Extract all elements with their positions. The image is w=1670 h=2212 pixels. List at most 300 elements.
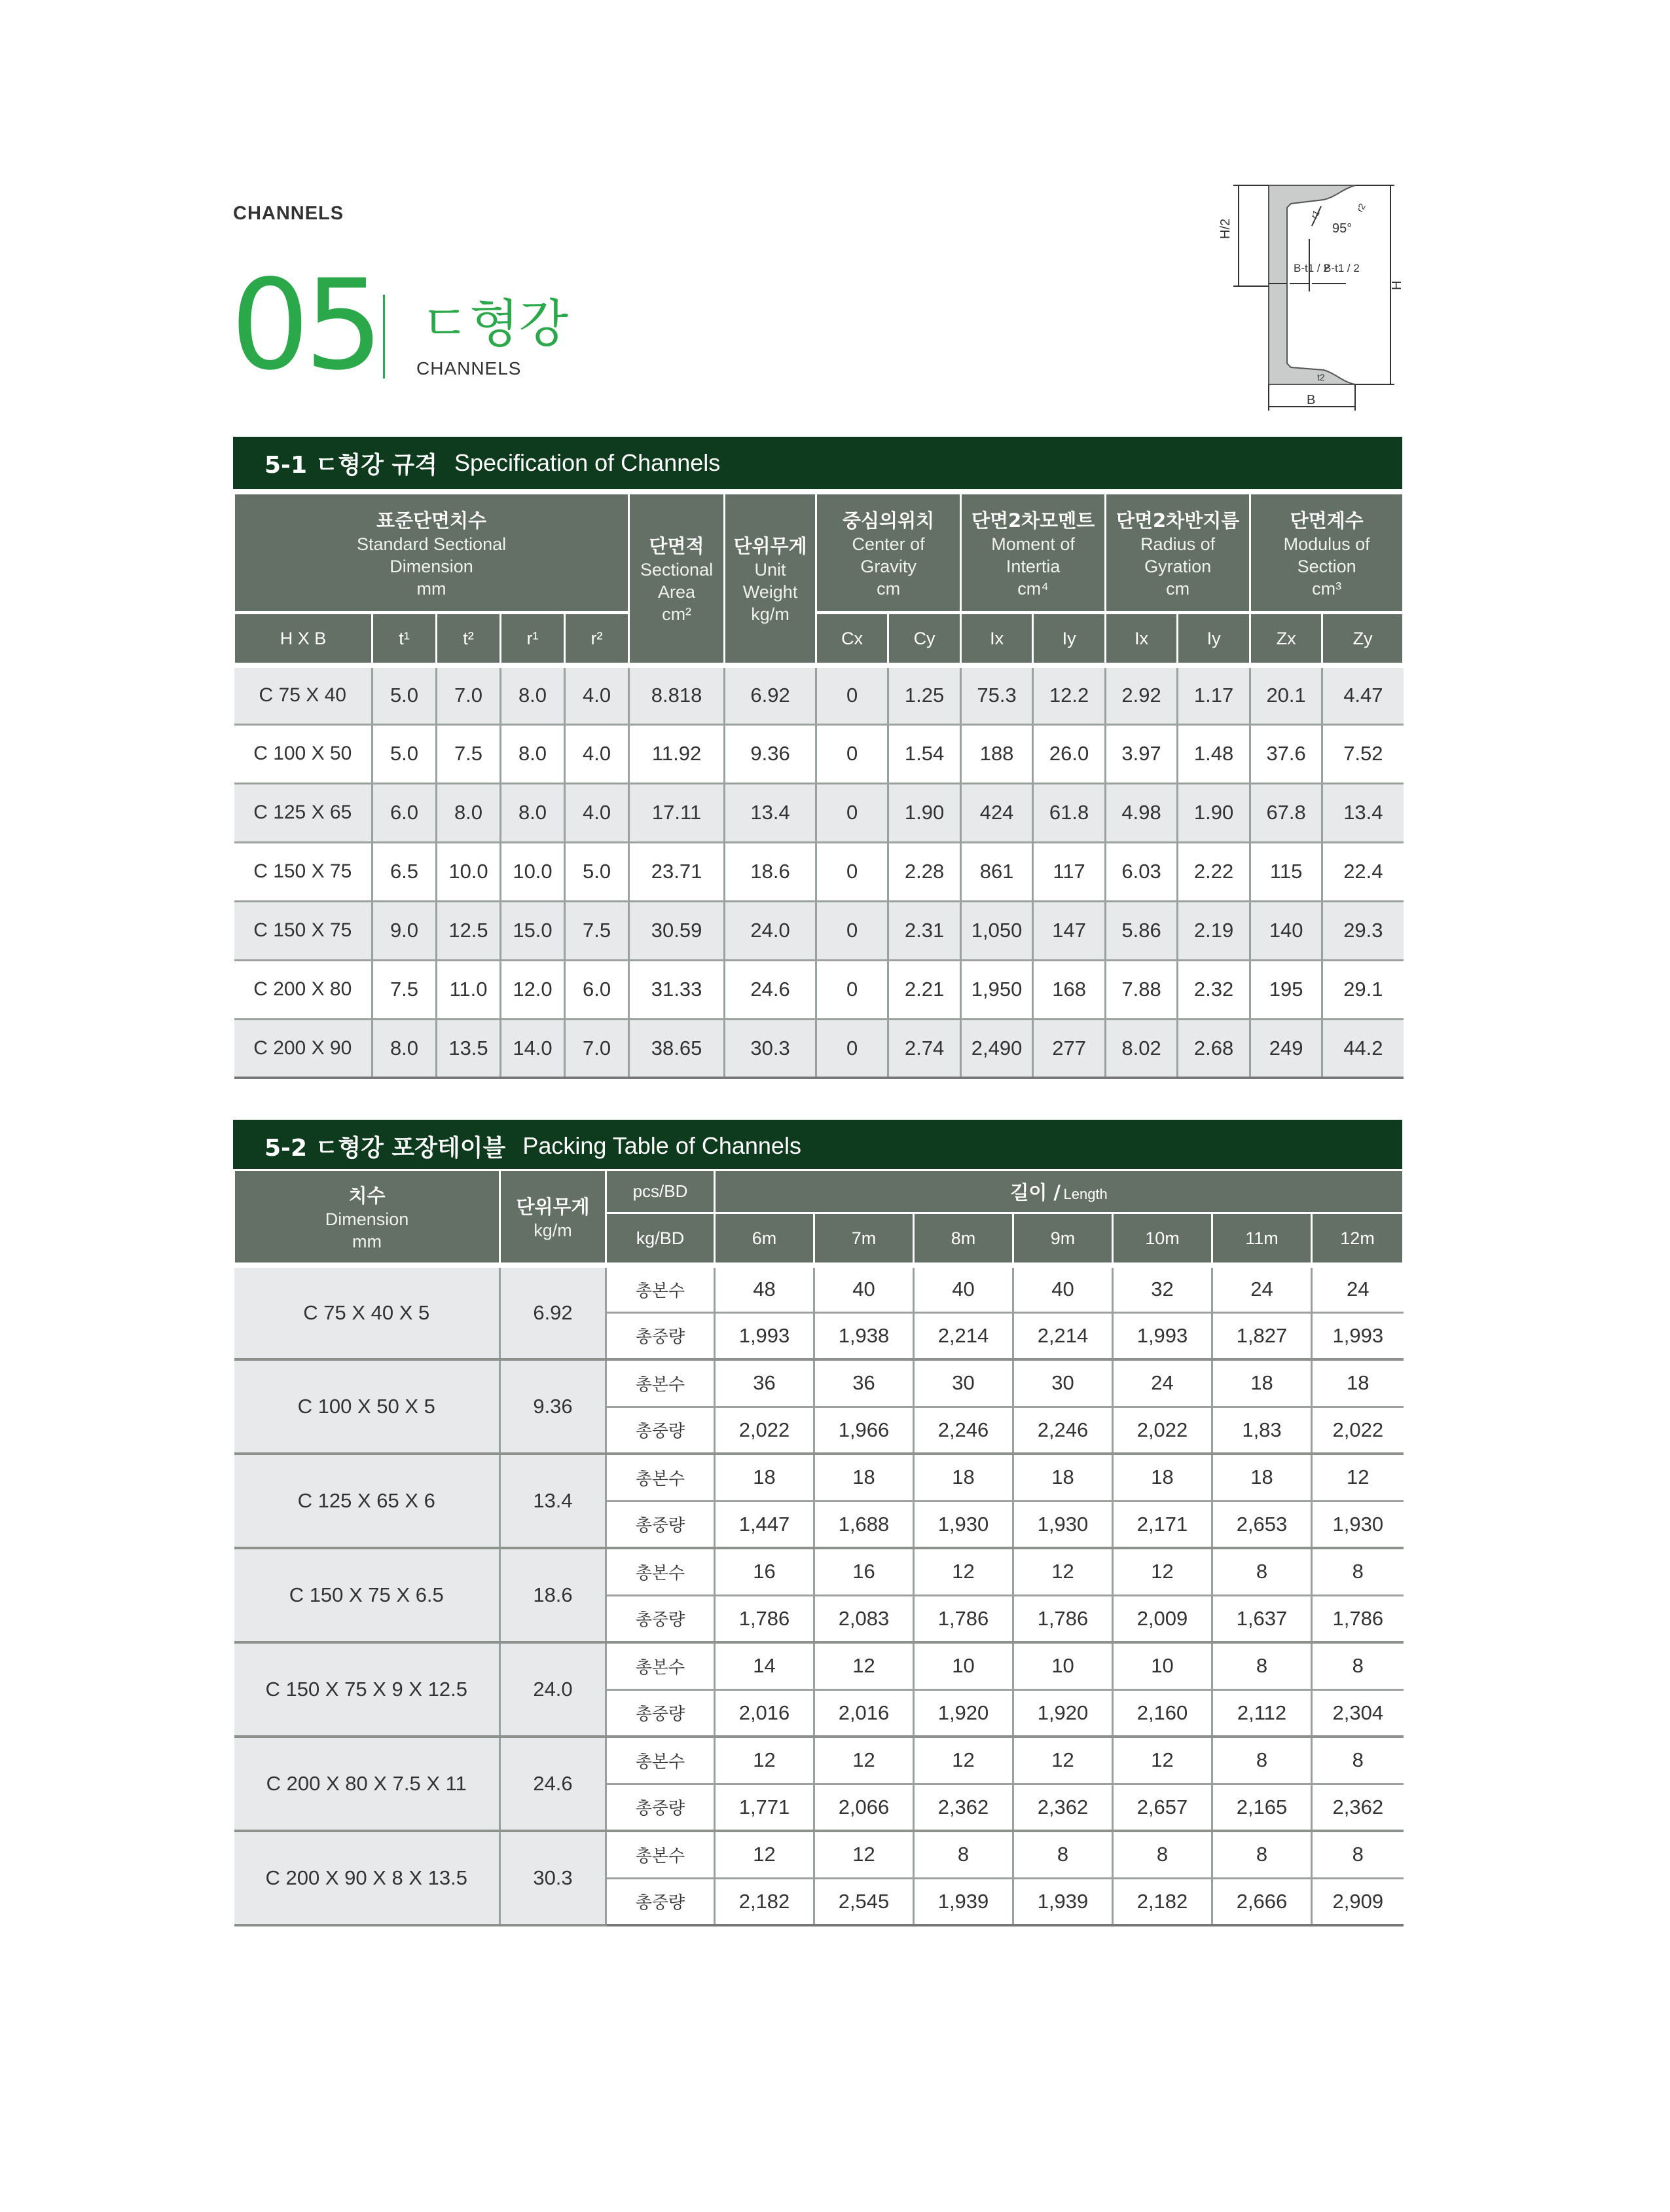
spec-header-weight: 단위무게 Unit Weight kg/m: [725, 494, 816, 666]
r2-label: r2: [1354, 201, 1368, 214]
spec-cell: 0: [816, 665, 888, 724]
pack-dimension: C 125 X 65 X 6: [234, 1454, 500, 1548]
pack-count-cell: 16: [715, 1548, 814, 1595]
spec-cell: C 150 X 75: [234, 842, 372, 901]
spec-cell: C 75 X 40: [234, 665, 372, 724]
pack-total-cell: 2,657: [1113, 1784, 1212, 1831]
pack-unit-weight: 18.6: [500, 1548, 606, 1642]
pack-total-cell: 2,016: [814, 1689, 914, 1737]
pack-length-col: 10m: [1113, 1213, 1212, 1266]
pack-length-col: 6m: [715, 1213, 814, 1266]
pack-total-cell: 2,246: [1013, 1407, 1113, 1454]
pack-count-cell: 8: [1312, 1548, 1404, 1595]
pack-unit-weight: 24.0: [500, 1642, 606, 1737]
spec-cell: 6.5: [372, 842, 437, 901]
bt1-label-right: B-t1 / 2: [1324, 262, 1360, 274]
spec-cell: 18.6: [725, 842, 816, 901]
pack-total-cell: 1,827: [1212, 1312, 1312, 1359]
pack-label-total: 총중량: [606, 1689, 715, 1737]
pack-count-cell: 48: [715, 1265, 814, 1312]
pack-length-col: 9m: [1013, 1213, 1113, 1266]
pack-unit-weight: 13.4: [500, 1454, 606, 1548]
pack-count-cell: 18: [1113, 1454, 1212, 1501]
spec-cell: 4.0: [565, 783, 629, 842]
spec-cell: 0: [816, 1019, 888, 1078]
pack-count-cell: 10: [1013, 1642, 1113, 1689]
pack-total-cell: 2,182: [715, 1878, 814, 1925]
pack-length-col: 11m: [1212, 1213, 1312, 1266]
pack-count-cell: 8: [1312, 1642, 1404, 1689]
spec-cell: 6.0: [565, 960, 629, 1019]
spec-cell: 15.0: [501, 901, 565, 960]
pack-row-count: [234, 1359, 1404, 1407]
pack-total-cell: 1,938: [814, 1312, 914, 1359]
spec-row: [234, 1019, 1404, 1078]
spec-subheader: r²: [565, 613, 629, 666]
pack-dimension: C 200 X 80 X 7.5 X 11: [234, 1737, 500, 1831]
chapter-number: 05: [230, 253, 378, 397]
pack-label-total: 총중량: [606, 1878, 715, 1925]
pack-dimension: C 75 X 40 X 5: [234, 1265, 500, 1359]
spec-section-number: 5-1 ㄷ형강 규격: [264, 451, 437, 479]
pack-label-count: 총본수: [606, 1737, 715, 1784]
spec-cell: 29.3: [1322, 901, 1404, 960]
spec-subheader: Ix: [1106, 613, 1178, 666]
spec-cell: 67.8: [1250, 783, 1322, 842]
spec-section-title: Specification of Channels: [454, 449, 721, 476]
spec-cell: 424: [961, 783, 1033, 842]
spec-cell: 4.98: [1106, 783, 1178, 842]
pack-total-cell: 1,993: [715, 1312, 814, 1359]
spec-cell: C 125 X 65: [234, 783, 372, 842]
spec-cell: C 200 X 80: [234, 960, 372, 1019]
spec-cell: 1.17: [1178, 665, 1250, 724]
pack-header-length: 길이 / Length: [715, 1170, 1404, 1213]
pack-row-count: [234, 1548, 1404, 1595]
pack-count-cell: 40: [914, 1265, 1013, 1312]
pack-header-weight: 단위무게 kg/m: [500, 1170, 606, 1266]
spec-cell: 26.0: [1033, 724, 1106, 783]
spec-cell: 1.54: [888, 724, 961, 783]
spec-cell: 5.86: [1106, 901, 1178, 960]
pack-count-cell: 18: [814, 1454, 914, 1501]
spec-cell: 13.4: [1322, 783, 1404, 842]
pack-total-cell: 2,022: [1312, 1407, 1404, 1454]
pack-total-cell: 2,304: [1312, 1689, 1404, 1737]
spec-subheader: Iy: [1178, 613, 1250, 666]
spec-cell: 12.5: [437, 901, 501, 960]
spec-cell: 4.47: [1322, 665, 1404, 724]
spec-cell: C 200 X 90: [234, 1019, 372, 1078]
pack-count-cell: 40: [1013, 1265, 1113, 1312]
pack-count-cell: 16: [814, 1548, 914, 1595]
pack-count-cell: 8: [1212, 1737, 1312, 1784]
spec-cell: 24.0: [725, 901, 816, 960]
spec-cell: 14.0: [501, 1019, 565, 1078]
spec-cell: 10.0: [501, 842, 565, 901]
pack-header-kgbd: kg/BD: [606, 1213, 715, 1266]
pack-total-cell: 2,171: [1113, 1501, 1212, 1548]
pack-label-total: 총중량: [606, 1501, 715, 1548]
spec-cell: 1.25: [888, 665, 961, 724]
spec-subheader: Zx: [1250, 613, 1322, 666]
spec-cell: 7.5: [565, 901, 629, 960]
spec-cell: 0: [816, 724, 888, 783]
spec-cell: 61.8: [1033, 783, 1106, 842]
spec-row: [234, 724, 1404, 783]
pack-total-cell: 2,666: [1212, 1878, 1312, 1925]
pack-label-total: 총중량: [606, 1595, 715, 1642]
spec-cell: 140: [1250, 901, 1322, 960]
spec-cell: 2.22: [1178, 842, 1250, 901]
spec-cell: 11.92: [629, 724, 725, 783]
pack-count-cell: 18: [715, 1454, 814, 1501]
angle-label: 95°: [1332, 221, 1352, 236]
spec-cell: 8.818: [629, 665, 725, 724]
pack-count-cell: 18: [1013, 1454, 1113, 1501]
h-label: H: [1390, 280, 1404, 290]
pack-header-pcs: pcs/BD: [606, 1170, 715, 1213]
pack-total-cell: 2,066: [814, 1784, 914, 1831]
spec-cell: 2,490: [961, 1019, 1033, 1078]
pack-dimension: C 200 X 90 X 8 X 13.5: [234, 1831, 500, 1925]
spec-cell: 22.4: [1322, 842, 1404, 901]
pack-total-cell: 2,246: [914, 1407, 1013, 1454]
pack-total-cell: 1,786: [1312, 1595, 1404, 1642]
pack-total-cell: 2,112: [1212, 1689, 1312, 1737]
spec-cell: 75.3: [961, 665, 1033, 724]
pack-count-cell: 8: [1312, 1737, 1404, 1784]
pack-count-cell: 12: [914, 1737, 1013, 1784]
pack-table: [233, 1169, 1404, 1926]
pack-count-cell: 10: [914, 1642, 1013, 1689]
spec-cell: 8.02: [1106, 1019, 1178, 1078]
spec-subheader: Ix: [961, 613, 1033, 666]
pack-count-cell: 40: [814, 1265, 914, 1312]
divider: [383, 295, 385, 378]
pack-count-cell: 24: [1212, 1265, 1312, 1312]
spec-subheader: r¹: [501, 613, 565, 666]
spec-cell: 0: [816, 783, 888, 842]
pack-section-bar: [233, 1120, 1402, 1172]
spec-subheader: t¹: [372, 613, 437, 666]
pack-total-cell: 2,160: [1113, 1689, 1212, 1737]
pack-count-cell: 18: [1212, 1359, 1312, 1407]
spec-cell: 6.03: [1106, 842, 1178, 901]
spec-cell: 23.71: [629, 842, 725, 901]
pack-row-count: [234, 1737, 1404, 1784]
pack-count-cell: 12: [1113, 1737, 1212, 1784]
pack-count-cell: 36: [715, 1359, 814, 1407]
spec-header-modulus: 단면계수 Modulus of Section cm³: [1250, 494, 1404, 613]
pack-total-cell: 2,022: [715, 1407, 814, 1454]
spec-cell: 861: [961, 842, 1033, 901]
pack-count-cell: 14: [715, 1642, 814, 1689]
spec-cell: 2.92: [1106, 665, 1178, 724]
pack-total-cell: 1,930: [1013, 1501, 1113, 1548]
spec-row: [234, 842, 1404, 901]
spec-header-dimension: 표준단면치수 Standard Sectional Dimension mm: [234, 494, 629, 613]
pack-total-cell: 1,920: [1013, 1689, 1113, 1737]
pack-count-cell: 12: [814, 1831, 914, 1878]
pack-count-cell: 18: [1212, 1454, 1312, 1501]
spec-cell: 37.6: [1250, 724, 1322, 783]
spec-cell: 8.0: [372, 1019, 437, 1078]
pack-count-cell: 12: [1013, 1548, 1113, 1595]
spec-table: [233, 492, 1404, 1079]
pack-total-cell: 2,362: [1013, 1784, 1113, 1831]
pack-section-number: 5-2 ㄷ형강 포장테이블: [264, 1134, 506, 1162]
spec-row: [234, 960, 1404, 1019]
spec-cell: 9.0: [372, 901, 437, 960]
pack-unit-weight: 24.6: [500, 1737, 606, 1831]
pack-count-cell: 24: [1312, 1265, 1404, 1312]
spec-cell: 7.5: [372, 960, 437, 1019]
pack-count-cell: 12: [814, 1642, 914, 1689]
spec-header-moment: 단면2차모멘트 Moment of Intertia cm⁴: [961, 494, 1106, 613]
spec-cell: 7.5: [437, 724, 501, 783]
spec-cell: 2.21: [888, 960, 961, 1019]
spec-cell: 115: [1250, 842, 1322, 901]
pack-total-cell: 2,909: [1312, 1878, 1404, 1925]
spec-row: [234, 783, 1404, 842]
spec-cell: C 150 X 75: [234, 901, 372, 960]
pack-header-dimension: 치수 Dimension mm: [234, 1170, 500, 1266]
pack-unit-weight: 6.92: [500, 1265, 606, 1359]
pack-total-cell: 2,362: [914, 1784, 1013, 1831]
spec-cell: C 100 X 50: [234, 724, 372, 783]
pack-total-cell: 2,165: [1212, 1784, 1312, 1831]
pack-count-cell: 30: [1013, 1359, 1113, 1407]
spec-cell: 1.90: [888, 783, 961, 842]
spec-cell: 8.0: [501, 665, 565, 724]
spec-cell: 4.0: [565, 724, 629, 783]
r1-label: r1: [1308, 208, 1322, 221]
pack-length-col: 7m: [814, 1213, 914, 1266]
pack-count-cell: 8: [1212, 1642, 1312, 1689]
pack-total-cell: 1,786: [1013, 1595, 1113, 1642]
h2-label: H/2: [1218, 218, 1233, 239]
pack-total-cell: 1,966: [814, 1407, 914, 1454]
pack-count-cell: 12: [914, 1548, 1013, 1595]
spec-cell: 2.31: [888, 901, 961, 960]
pack-count-cell: 8: [1212, 1548, 1312, 1595]
pack-total-cell: 1,920: [914, 1689, 1013, 1737]
t2-label: t2: [1317, 372, 1325, 382]
pack-total-cell: 1,83: [1212, 1407, 1312, 1454]
spec-cell: 0: [816, 960, 888, 1019]
spec-cell: 13.4: [725, 783, 816, 842]
spec-cell: 2.28: [888, 842, 961, 901]
pack-label-count: 총본수: [606, 1454, 715, 1501]
pack-total-cell: 1,993: [1312, 1312, 1404, 1359]
spec-cell: 5.0: [372, 665, 437, 724]
pack-total-cell: 1,939: [1013, 1878, 1113, 1925]
pack-count-cell: 36: [814, 1359, 914, 1407]
pack-total-cell: 2,083: [814, 1595, 914, 1642]
spec-cell: 117: [1033, 842, 1106, 901]
spec-cell: 277: [1033, 1019, 1106, 1078]
spec-cell: 249: [1250, 1019, 1322, 1078]
pack-count-cell: 12: [715, 1831, 814, 1878]
spec-section-bar: [233, 437, 1402, 489]
spec-cell: 8.0: [437, 783, 501, 842]
pack-row-count: [234, 1265, 1404, 1312]
pack-row-count: [234, 1642, 1404, 1689]
spec-subheader: Cx: [816, 613, 888, 666]
pack-total-cell: 2,545: [814, 1878, 914, 1925]
pack-total-cell: 1,447: [715, 1501, 814, 1548]
spec-cell: 2.68: [1178, 1019, 1250, 1078]
spec-cell: 1.48: [1178, 724, 1250, 783]
spec-cell: 8.0: [501, 724, 565, 783]
spec-subheader: Cy: [888, 613, 961, 666]
pack-total-cell: 2,653: [1212, 1501, 1312, 1548]
pack-total-cell: 1,786: [914, 1595, 1013, 1642]
spec-cell: 4.0: [565, 665, 629, 724]
pack-count-cell: 8: [1113, 1831, 1212, 1878]
spec-cell: 29.1: [1322, 960, 1404, 1019]
pack-count-cell: 12: [814, 1737, 914, 1784]
page-subtitle: CHANNELS: [416, 358, 522, 378]
pack-total-cell: 2,362: [1312, 1784, 1404, 1831]
pack-length-col: 8m: [914, 1213, 1013, 1266]
spec-cell: 2.74: [888, 1019, 961, 1078]
spec-cell: 38.65: [629, 1019, 725, 1078]
spec-header-gyration: 단면2차반지름 Radius of Gyration cm: [1106, 494, 1250, 613]
b-label: B: [1307, 393, 1316, 407]
pack-total-cell: 1,993: [1113, 1312, 1212, 1359]
spec-cell: 8.0: [501, 783, 565, 842]
spec-cell: 6.92: [725, 665, 816, 724]
channel-section-diagram: [1205, 174, 1421, 416]
pack-label-count: 총본수: [606, 1265, 715, 1312]
spec-subheader: Iy: [1033, 613, 1106, 666]
spec-cell: 7.0: [565, 1019, 629, 1078]
pack-row-count: [234, 1831, 1404, 1878]
pack-count-cell: 8: [1013, 1831, 1113, 1878]
pack-count-cell: 18: [1312, 1359, 1404, 1407]
pack-total-cell: 2,016: [715, 1689, 814, 1737]
pack-count-cell: 8: [914, 1831, 1013, 1878]
spec-subheader: Zy: [1322, 613, 1404, 666]
pack-total-cell: 2,022: [1113, 1407, 1212, 1454]
spec-cell: 6.0: [372, 783, 437, 842]
category-label: CHANNELS: [233, 203, 344, 224]
pack-label-count: 총본수: [606, 1359, 715, 1407]
pack-dimension: C 150 X 75 X 6.5: [234, 1548, 500, 1642]
spec-row: [234, 901, 1404, 960]
spec-cell: 12.2: [1033, 665, 1106, 724]
spec-cell: 1,950: [961, 960, 1033, 1019]
spec-cell: 2.32: [1178, 960, 1250, 1019]
pack-section-title: Packing Table of Channels: [522, 1132, 801, 1159]
pack-unit-weight: 9.36: [500, 1359, 606, 1454]
pack-count-cell: 8: [1312, 1831, 1404, 1878]
spec-cell: 7.52: [1322, 724, 1404, 783]
spec-row: [234, 665, 1404, 724]
pack-total-cell: 1,688: [814, 1501, 914, 1548]
pack-count-cell: 32: [1113, 1265, 1212, 1312]
spec-cell: 2.19: [1178, 901, 1250, 960]
spec-cell: 20.1: [1250, 665, 1322, 724]
page-title: ㄷ형강: [420, 295, 569, 354]
pack-row-count: [234, 1454, 1404, 1501]
spec-cell: 5.0: [372, 724, 437, 783]
pack-length-col: 12m: [1312, 1213, 1404, 1266]
pack-count-cell: 8: [1212, 1831, 1312, 1878]
spec-cell: 1.90: [1178, 783, 1250, 842]
spec-cell: 31.33: [629, 960, 725, 1019]
spec-cell: 44.2: [1322, 1019, 1404, 1078]
spec-cell: 168: [1033, 960, 1106, 1019]
pack-total-cell: 1,930: [1312, 1501, 1404, 1548]
pack-count-cell: 12: [1013, 1737, 1113, 1784]
spec-cell: 0: [816, 842, 888, 901]
spec-cell: 195: [1250, 960, 1322, 1019]
spec-header-area: 단면적 Sectional Area cm²: [629, 494, 725, 666]
spec-cell: 3.97: [1106, 724, 1178, 783]
pack-total-cell: 1,786: [715, 1595, 814, 1642]
bt1-label-left: B-t1 / 2: [1294, 262, 1330, 274]
spec-cell: 30.59: [629, 901, 725, 960]
spec-subheader: H X B: [234, 613, 372, 666]
spec-cell: 10.0: [437, 842, 501, 901]
spec-cell: 30.3: [725, 1019, 816, 1078]
pack-count-cell: 12: [1312, 1454, 1404, 1501]
spec-cell: 17.11: [629, 783, 725, 842]
pack-count-cell: 18: [914, 1454, 1013, 1501]
pack-total-cell: 1,637: [1212, 1595, 1312, 1642]
pack-unit-weight: 30.3: [500, 1831, 606, 1925]
spec-cell: 1,050: [961, 901, 1033, 960]
pack-total-cell: 2,009: [1113, 1595, 1212, 1642]
spec-cell: 24.6: [725, 960, 816, 1019]
pack-label-total: 총중량: [606, 1784, 715, 1831]
pack-total-cell: 1,771: [715, 1784, 814, 1831]
pack-total-cell: 1,930: [914, 1501, 1013, 1548]
spec-cell: 12.0: [501, 960, 565, 1019]
spec-cell: 188: [961, 724, 1033, 783]
pack-count-cell: 12: [1113, 1548, 1212, 1595]
spec-subheader: t²: [437, 613, 501, 666]
pack-total-cell: 2,214: [1013, 1312, 1113, 1359]
pack-total-cell: 1,939: [914, 1878, 1013, 1925]
spec-cell: 0: [816, 901, 888, 960]
pack-total-cell: 2,214: [914, 1312, 1013, 1359]
spec-cell: 9.36: [725, 724, 816, 783]
pack-total-cell: 2,182: [1113, 1878, 1212, 1925]
pack-label-total: 총중량: [606, 1407, 715, 1454]
spec-cell: 11.0: [437, 960, 501, 1019]
spec-cell: 7.0: [437, 665, 501, 724]
spec-header-gravity: 중심의위치 Center of Gravity cm: [816, 494, 961, 613]
spec-cell: 5.0: [565, 842, 629, 901]
pack-label-count: 총본수: [606, 1831, 715, 1878]
pack-label-count: 총본수: [606, 1548, 715, 1595]
pack-dimension: C 150 X 75 X 9 X 12.5: [234, 1642, 500, 1737]
spec-cell: 147: [1033, 901, 1106, 960]
pack-label-total: 총중량: [606, 1312, 715, 1359]
spec-cell: 13.5: [437, 1019, 501, 1078]
spec-cell: 7.88: [1106, 960, 1178, 1019]
pack-count-cell: 10: [1113, 1642, 1212, 1689]
pack-count-cell: 24: [1113, 1359, 1212, 1407]
pack-dimension: C 100 X 50 X 5: [234, 1359, 500, 1454]
pack-label-count: 총본수: [606, 1642, 715, 1689]
pack-count-cell: 30: [914, 1359, 1013, 1407]
pack-count-cell: 12: [715, 1737, 814, 1784]
